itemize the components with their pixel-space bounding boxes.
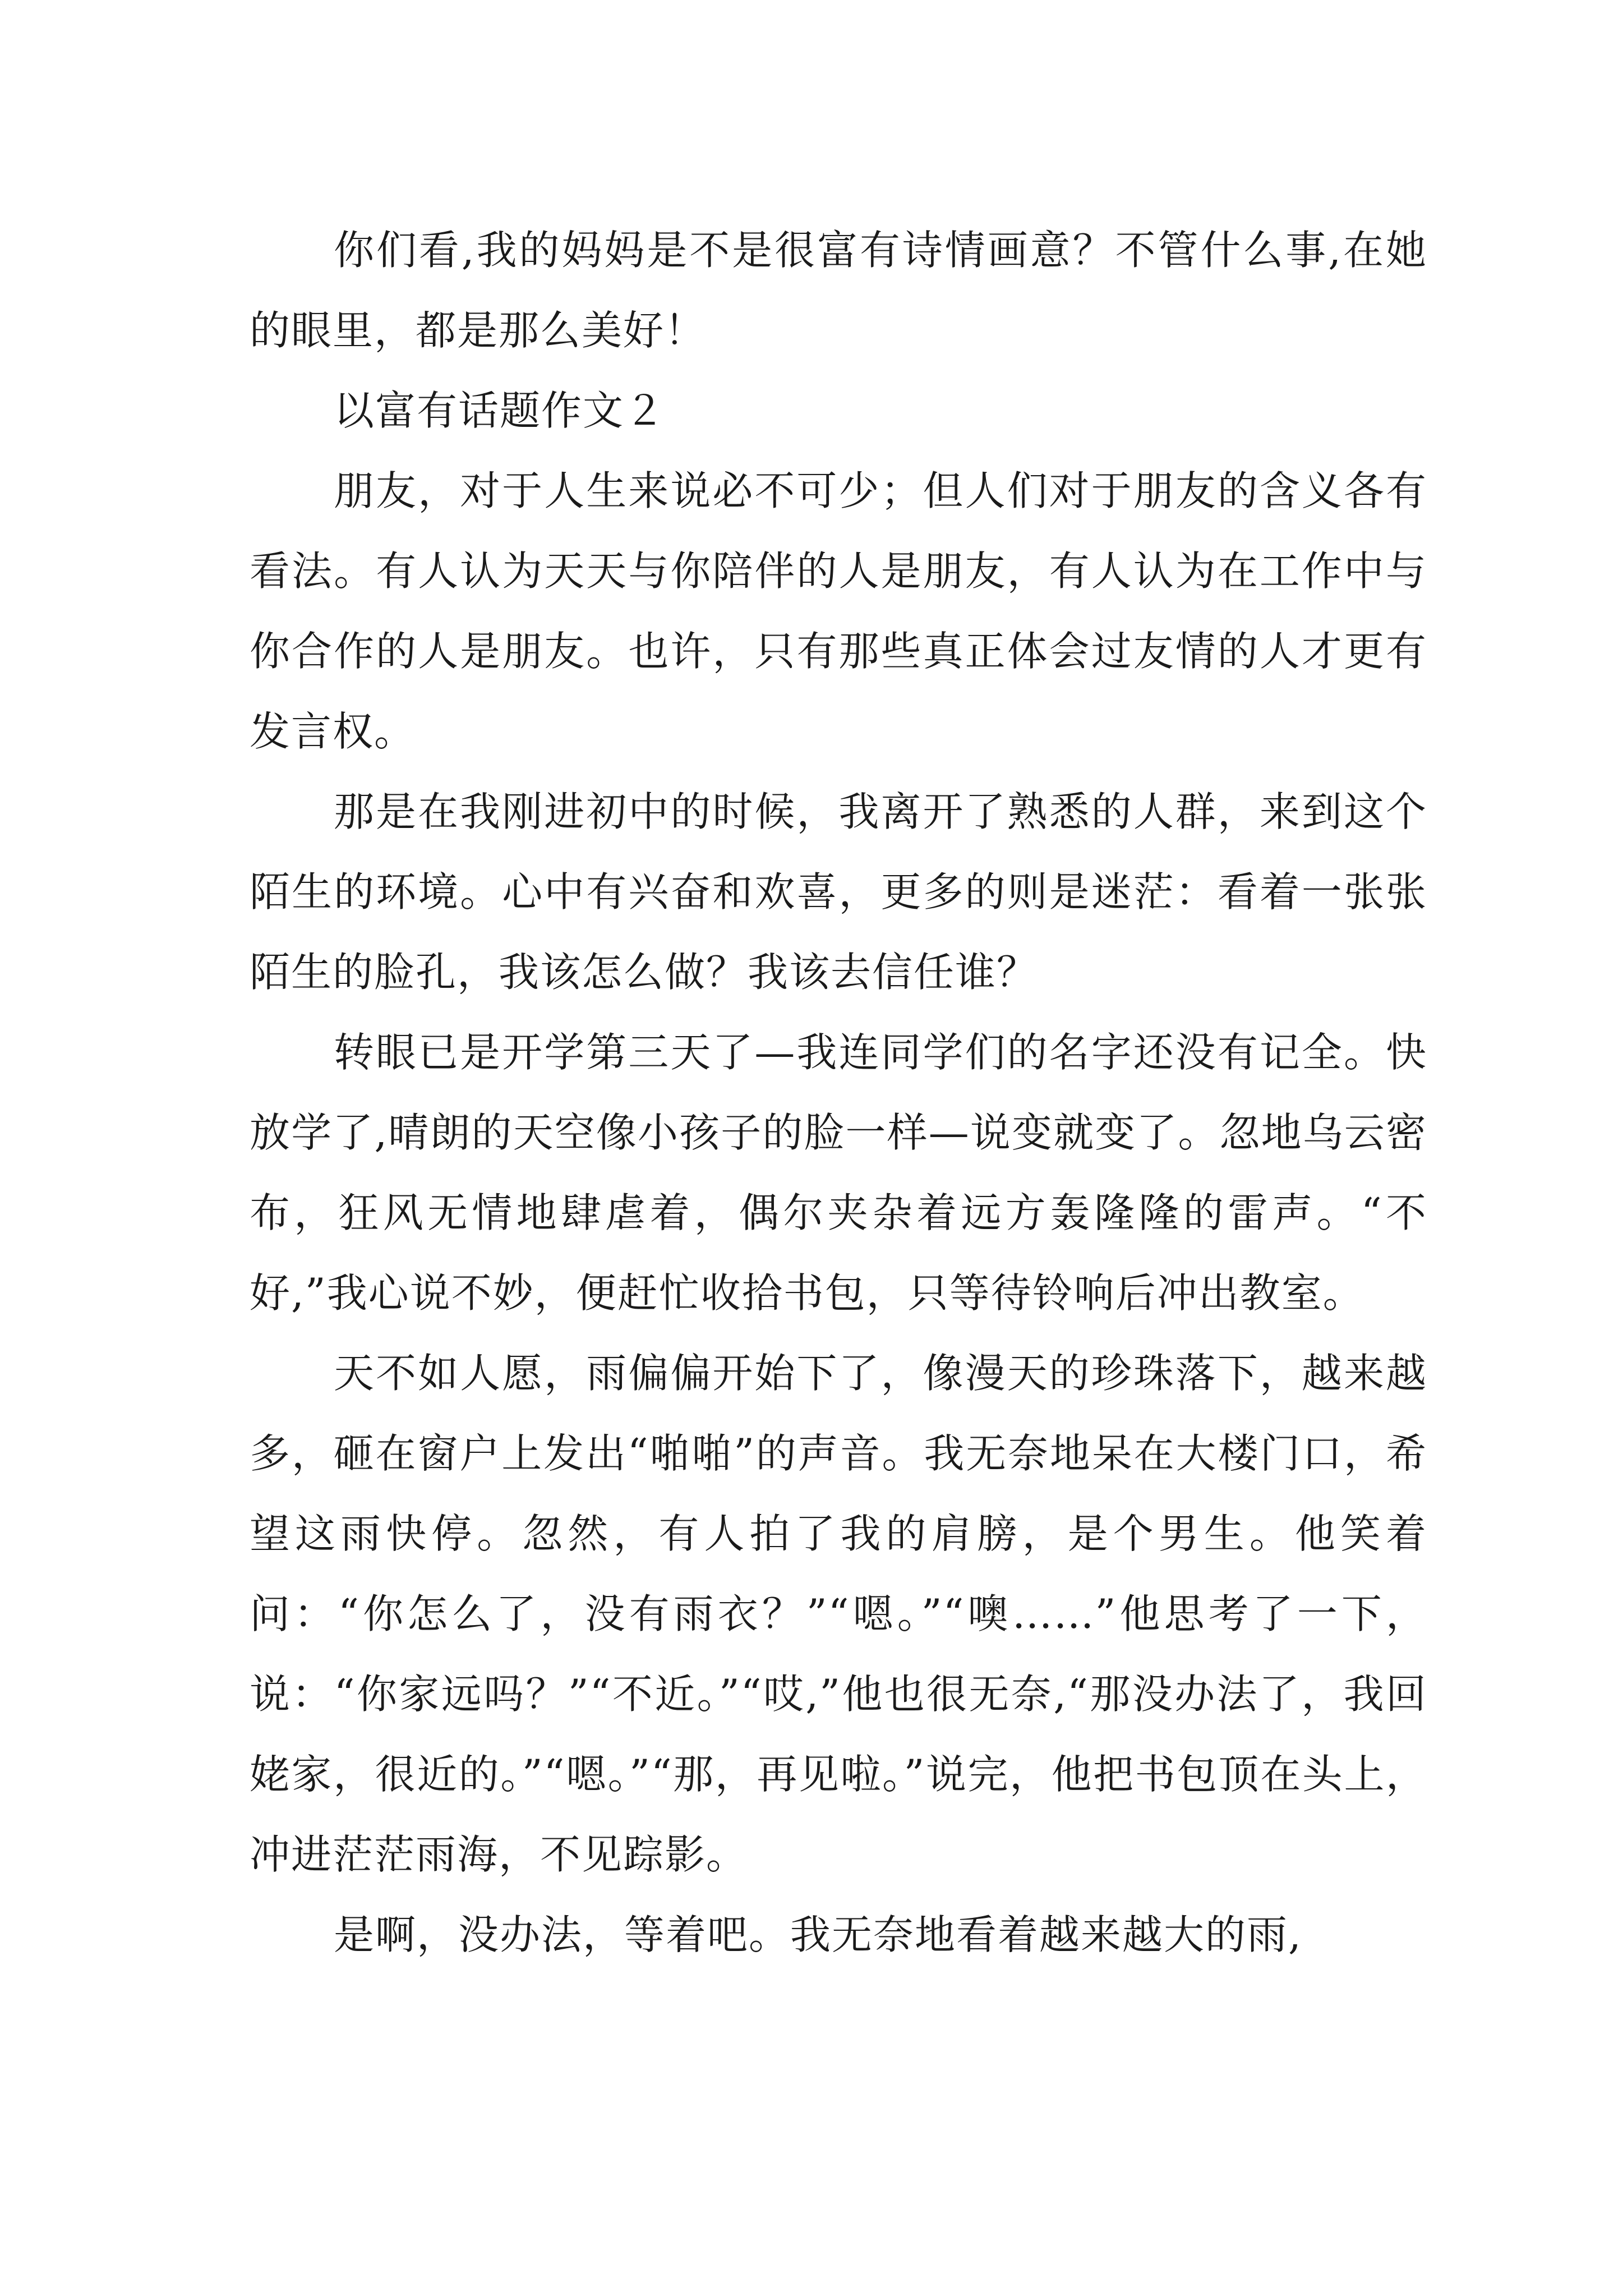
document-body — [250, 210, 1427, 1975]
paragraph-3: 那是在我刚进初中的时候，我离开了熟悉的人群，来到这个陌生的环境。心中有兴奋和欢喜，更多的则是迷茫：看着一张张陌生的脸孔，我该怎么做？我该去信任谁？ — [250, 788, 1427, 996]
paragraph-1: 你们看,我的妈妈是不是很富有诗情画意？不管什么事,在她的眼里，都是那么美好！ — [250, 227, 1427, 354]
paragraph-4: 转眼已是开学第三天了—我连同学们的名字还没有记全。快放学了,晴朗的天空像小孩子的脸一样—说变就变了。忽地乌云密布，狂风无情地肆虐着，偶尔夹杂着远方轰隆隆的雷声。“不好,”我心说不妙，便赶忙收拾书包，只等待铃响后冲出教室。 — [250, 1029, 1427, 1317]
paragraph-2: 朋友，对于人生来说必不可少；但人们对于朋友的含义各有看法。有人认为天天与你陪伴的人是朋友，有人认为在工作中与你合作的人是朋友。也许，只有那些真正体会过友情的人才更有发言权。 — [250, 467, 1427, 755]
section-heading: 以富有话题作文２ — [334, 387, 666, 434]
paragraph-6: 是啊，没办法，等着吧。我无奈地看着越来越大的雨, — [334, 1911, 1302, 1958]
paragraph-5: 天不如人愿，雨偏偏开始下了，像漫天的珍珠落下，越来越多，砸在窗户上发出“啪啪”的声音。我无奈地呆在大楼门口，希望这雨快停。忽然，有人拍了我的肩膀，是个男生。他笑着问：“你怎么了，没有雨衣？”“嗯。”“噢……”他思考了一下，说：“你家远吗？”“不近。”“哎,”他也很无奈,“那没办法了，我回姥家，很近的。”“嗯。”“那，再见啦。”说完，他把书包顶在头上，冲进茫茫雨海，不见踪影。 — [250, 1350, 1427, 1878]
